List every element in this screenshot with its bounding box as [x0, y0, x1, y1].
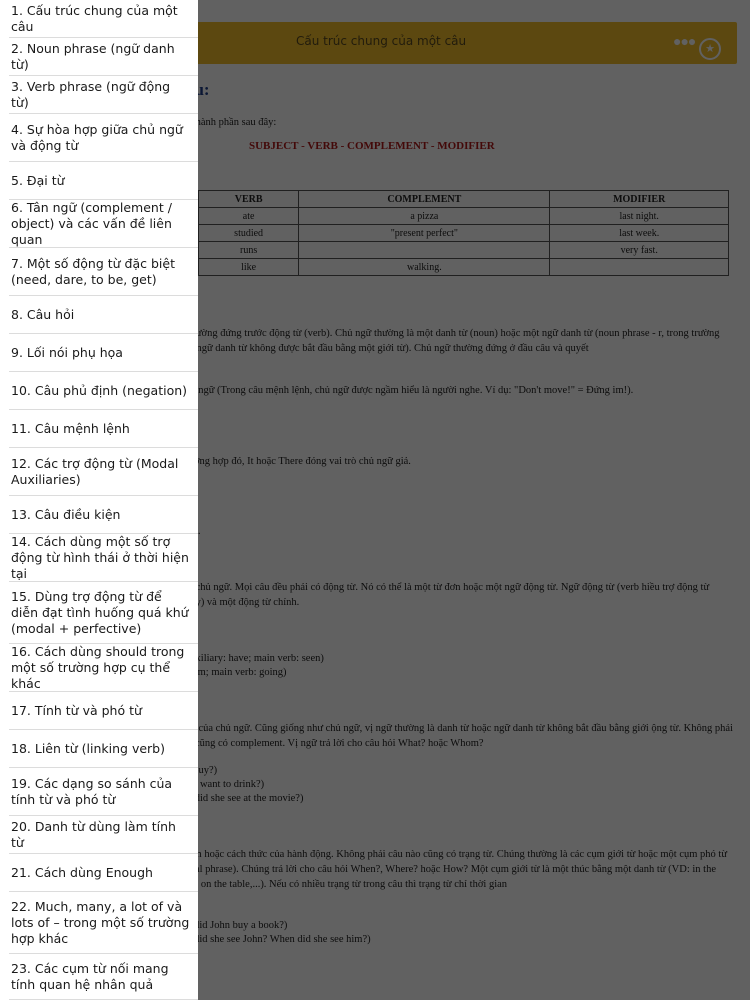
menu-item[interactable]: 17. Tính từ và phó từ: [0, 692, 198, 730]
menu-item[interactable]: 11. Câu mệnh lệnh: [0, 410, 198, 448]
menu-item[interactable]: 1. Cấu trúc chung của một câu: [0, 0, 198, 38]
menu-item[interactable]: 14. Cách dùng một số trợ động từ hình thái ở thời hiện tại: [0, 534, 198, 582]
menu-item[interactable]: 9. Lối nói phụ họa: [0, 334, 198, 372]
menu-item[interactable]: 19. Các dạng so sánh của tính từ và phó từ: [0, 768, 198, 816]
menu-item[interactable]: 10. Câu phủ định (negation): [0, 372, 198, 410]
menu-item[interactable]: 3. Verb phrase (ngữ động từ): [0, 76, 198, 114]
menu-item[interactable]: 15. Dùng trợ động từ để diễn đạt tình huống quá khứ (modal + perfective): [0, 582, 198, 644]
menu-item[interactable]: 21. Cách dùng Enough: [0, 854, 198, 892]
menu-item[interactable]: 5. Đại từ: [0, 162, 198, 200]
menu-item[interactable]: 22. Much, many, a lot of và lots of – trong một số trường hợp khác: [0, 892, 198, 954]
menu-item[interactable]: 2. Noun phrase (ngữ danh từ): [0, 38, 198, 76]
menu-item[interactable]: 7. Một số động từ đặc biệt (need, dare, to be, get): [0, 248, 198, 296]
menu-item[interactable]: 6. Tân ngữ (complement / object) và các vấn đề liên quan: [0, 200, 198, 248]
menu-item[interactable]: 8. Câu hỏi: [0, 296, 198, 334]
menu-item[interactable]: 4. Sự hòa hợp giữa chủ ngữ và động từ: [0, 114, 198, 162]
menu-item[interactable]: 13. Câu điều kiện: [0, 496, 198, 534]
menu-item[interactable]: 12. Các trợ động từ (Modal Auxiliaries): [0, 448, 198, 496]
menu-item[interactable]: 18. Liên từ (linking verb): [0, 730, 198, 768]
menu-item[interactable]: 16. Cách dùng should trong một số trường hợp cụ thể khác: [0, 644, 198, 692]
chapter-drawer: [0, 0, 198, 1000]
menu-item[interactable]: 23. Các cụm từ nối mang tính quan hệ nhân quả: [0, 954, 198, 1000]
menu-item[interactable]: 20. Danh từ dùng làm tính từ: [0, 816, 198, 854]
